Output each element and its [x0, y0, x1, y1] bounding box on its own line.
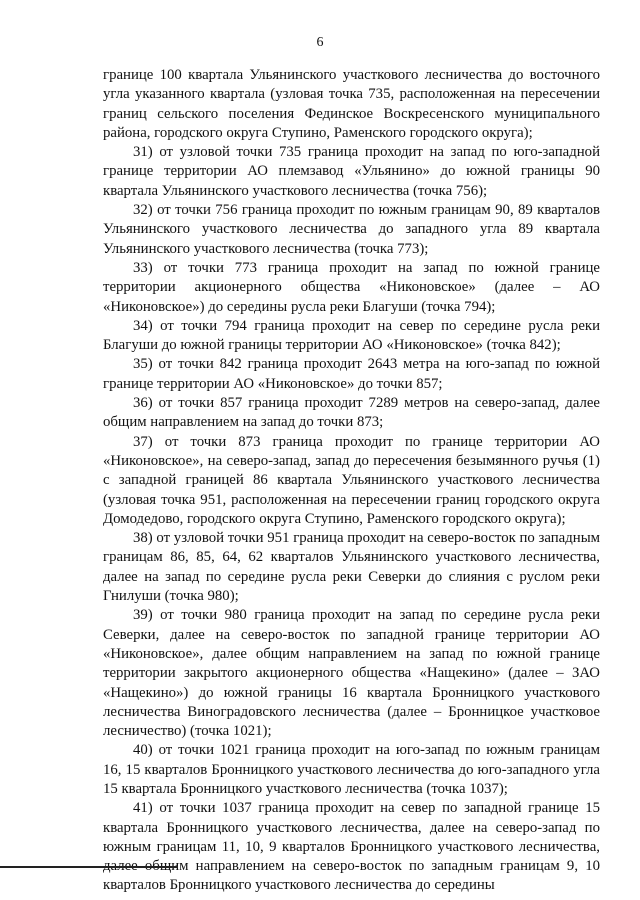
footer-rule [0, 866, 178, 868]
paragraph-item-40: 40) от точки 1021 граница проходит на юго-запад по южным границам 16, 15 кварталов Бронницкого участкового лесничества до юго-западного угла 15 квартала Бронницкого участкового лесничества (точка 1037); [103, 742, 600, 797]
paragraph-item-35: 35) от точки 842 граница проходит 2643 метра на юго-запад по южной границе территории АО «Никоновское» до точки 857; [103, 356, 600, 392]
document-body [103, 66, 600, 896]
paragraph-item-38: 38) от узловой точки 951 граница проходит на северо-восток по западным границам 86, 85, 64, 62 кварталов Ульянинского участкового лесничества, далее на запад по середине русла реки Северки до слияния с руслом реки Гнилуши (точка 980); [103, 530, 600, 605]
page-number: 6 [316, 35, 324, 50]
paragraph-item-36: 36) от точки 857 граница проходит 7289 метров на северо-запад, далее общим направлением на запад до точки 873; [103, 395, 600, 431]
paragraph-item-41: 41) от точки 1037 граница проходит на север по западной границе 15 квартала Бронницкого участкового лесничества, далее на северо-запад по южным границам 11, 10, 9 кварталов Бронницкого участкового лесничества, далее общим направлением на северо-восток по западным границам 9, 10 кварталов Бронницкого участкового лесничества до середины [103, 800, 600, 894]
paragraph-item-33: 33) от точки 773 граница проходит на запад по южной границе территории акционерного общества «Никоновское» (далее – АО «Никоновское») до середины русла реки Благуши (точка 794); [103, 259, 600, 315]
paragraph-item-39: 39) от точки 980 граница проходит на запад по середине русла реки Северки, далее на северо-восток по западной границе территории АО «Никоновское», далее общим направлением на запад по южной границе территории закрытого акционерного общества «Нащекино» (далее – ЗАО «Нащекино») до южной границы 16 квартала Бронницкого участкового лесничества Виноградовского лесничества (далее – Бронницкое участковое лесничество) (точка 1021); [103, 607, 600, 740]
paragraph-item-34: 34) от точки 794 граница проходит на север по середине русла реки Благуши до южной границы территории АО «Никоновское» (точка 842); [103, 317, 600, 354]
paragraph-continuation: границе 100 квартала Ульянинского участкового лесничества до восточного угла указанного квартала (узловая точка 735, расположенная на пересечении границ сельского поселения Фединское Воскресенского муниципального района, городского округа Ступино, Раменского городского округа); [103, 67, 600, 141]
paragraph-item-37: 37) от точки 873 граница проходит по границе территории АО «Никоновское», на северо-запад, запад до пересечения безымянного ручья (1) с западной границей 86 квартала Ульянинского участкового лесничества (узловая точка 951, расположенная на пересечении границ городского округа Домодедово, городского округа Ступино, Раменского городского округа); [103, 433, 600, 527]
paragraph-item-31: 31) от узловой точки 735 граница проходит на запад по юго-западной границе территории АО племзавод «Ульянино» до южной границы 90 квартала Ульянинского участкового лесничества (точка 756); [103, 144, 600, 199]
paragraph-item-32: 32) от точки 756 граница проходит по южным границам 90, 89 кварталов Ульянинского участкового лесничества до западного угла 89 квартала Ульянинского участкового лесничества (точка 773); [103, 202, 600, 257]
